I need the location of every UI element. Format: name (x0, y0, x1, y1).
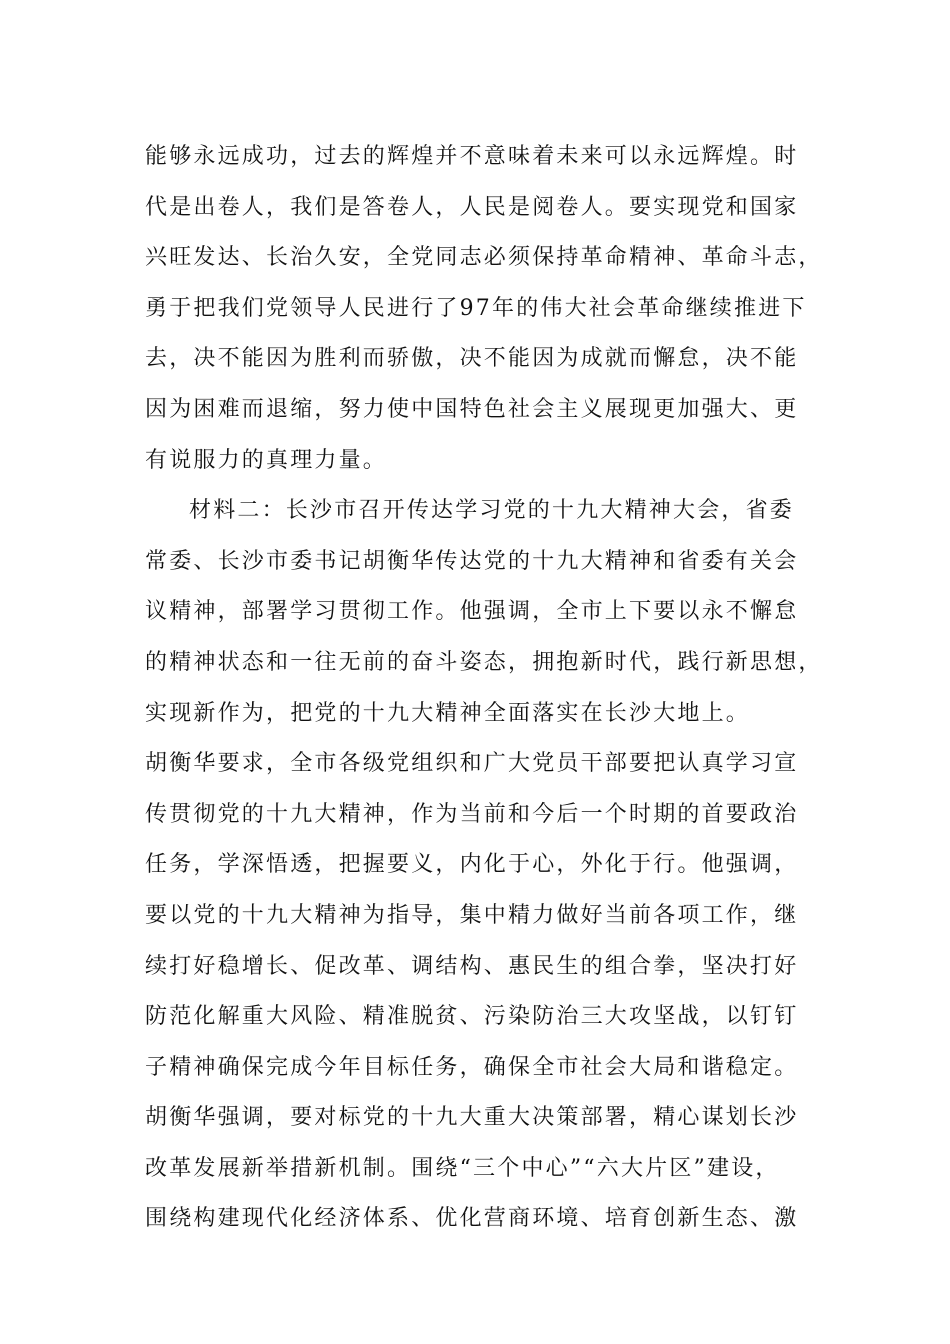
text-line: 的精神状态和一往无前的奋斗姿态，拥抱新时代，践行新思想， (145, 649, 823, 675)
text-line: 代是出卷人，我们是答卷人，人民是阅卷人。要实现党和国家 (145, 194, 799, 220)
text-line: 议精神，部署学习贯彻工作。他强调，全市上下要以永不懈怠 (145, 599, 799, 625)
text-line: 能够永远成功，过去的辉煌并不意味着未来可以永远辉煌。时 (145, 144, 799, 169)
text-line: 胡衡华强调，要对标党的十九大重大决策部署，精心谋划长沙 (145, 1105, 799, 1131)
text-line: 兴旺发达、长治久安，全党同志必须保持革命精神、革命斗志， (145, 245, 823, 271)
text-line: 实现新作为，把党的十九大精神全面落实在长沙大地上。 (145, 700, 751, 726)
text-line: 因为困难而退缩，努力使中国特色社会主义展现更加强大、更 (145, 396, 799, 422)
text-line: 围绕构建现代化经济体系、优化营商环境、培育创新生态、激 (145, 1206, 799, 1232)
body-text (145, 132, 825, 1245)
text-line: 任务，学深悟透，把握要义，内化于心，外化于行。他强调， (145, 852, 799, 878)
text-line: 传贯彻党的十九大精神，作为当前和今后一个时期的首要政治 (145, 801, 799, 827)
text-line: 有说服力的真理力量。 (145, 447, 388, 473)
text-line: 要以党的十九大精神为指导，集中精力做好当前各项工作，继 (145, 902, 799, 928)
text-line: 改革发展新举措新机制。围绕“三个中心”“六大片区”建设， (145, 1155, 780, 1181)
text-line: 防范化解重大风险、精准脱贫、污染防治三大攻坚战，以钉钉 (145, 1004, 799, 1030)
text-line: 子精神确保完成今年目标任务，确保全市社会大局和谐稳定。 (145, 1054, 799, 1080)
text-line-paragraph-start: 材料二：长沙市召开传达学习党的十九大精神大会，省委 (189, 498, 795, 524)
text-line: 续打好稳增长、促改革、调结构、惠民生的组合拳，坚决打好 (145, 953, 799, 979)
text-line: 去，决不能因为胜利而骄傲，决不能因为成就而懈怠，决不能 (145, 346, 799, 372)
text-line: 常委、长沙市委书记胡衡华传达党的十九大精神和省委有关会 (145, 548, 799, 574)
text-line: 勇于把我们党领导人民进行了97年的伟大社会革命继续推进下 (145, 295, 807, 321)
text-line: 胡衡华要求，全市各级党组织和广大党员干部要把认真学习宣 (145, 751, 799, 777)
